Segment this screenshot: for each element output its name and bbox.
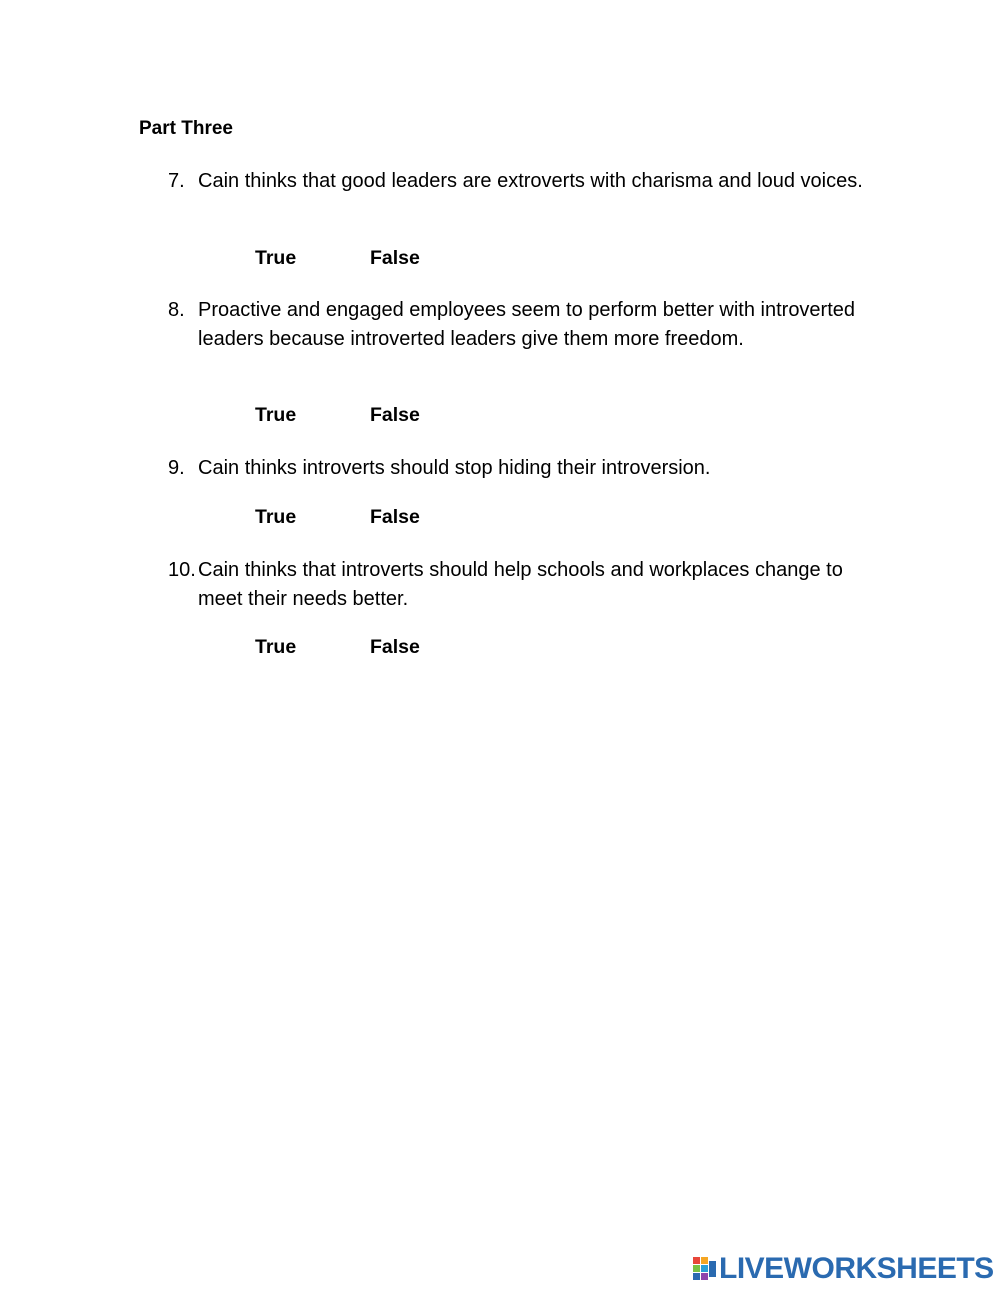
option-true[interactable]: True: [255, 247, 297, 269]
question-text: Cain thinks that good leaders are extroverts with charisma and loud voices.: [198, 170, 863, 192]
question-text: Cain thinks introverts should stop hiding their introversion.: [198, 457, 711, 479]
brand-name: LIVEWORKSHEETS: [719, 1252, 994, 1285]
question-text: Cain thinks that introverts should help schools and workplaces change to meet their needs better.: [198, 559, 843, 610]
question-7: [168, 167, 868, 196]
option-false[interactable]: False: [370, 636, 420, 658]
question-number: 7.: [168, 170, 185, 192]
option-false[interactable]: False: [370, 404, 420, 426]
question-number: 8.: [168, 299, 185, 321]
question-number: 10.: [168, 559, 196, 581]
section-title: Part Three: [139, 118, 233, 139]
option-false[interactable]: False: [370, 506, 420, 528]
question-text: Proactive and engaged employees seem to perform better with introverted leaders because introverted leaders give them more freedom.: [198, 299, 856, 350]
option-true[interactable]: True: [255, 506, 297, 528]
question-10: [168, 556, 868, 613]
option-true[interactable]: True: [255, 636, 297, 658]
liveworksheets-logo-icon: [693, 1257, 717, 1281]
question-8: [168, 296, 868, 353]
question-number: 9.: [168, 457, 185, 479]
question-9: [168, 454, 868, 483]
liveworksheets-brand: [693, 1253, 994, 1285]
option-true[interactable]: True: [255, 404, 297, 426]
option-false[interactable]: False: [370, 247, 420, 269]
